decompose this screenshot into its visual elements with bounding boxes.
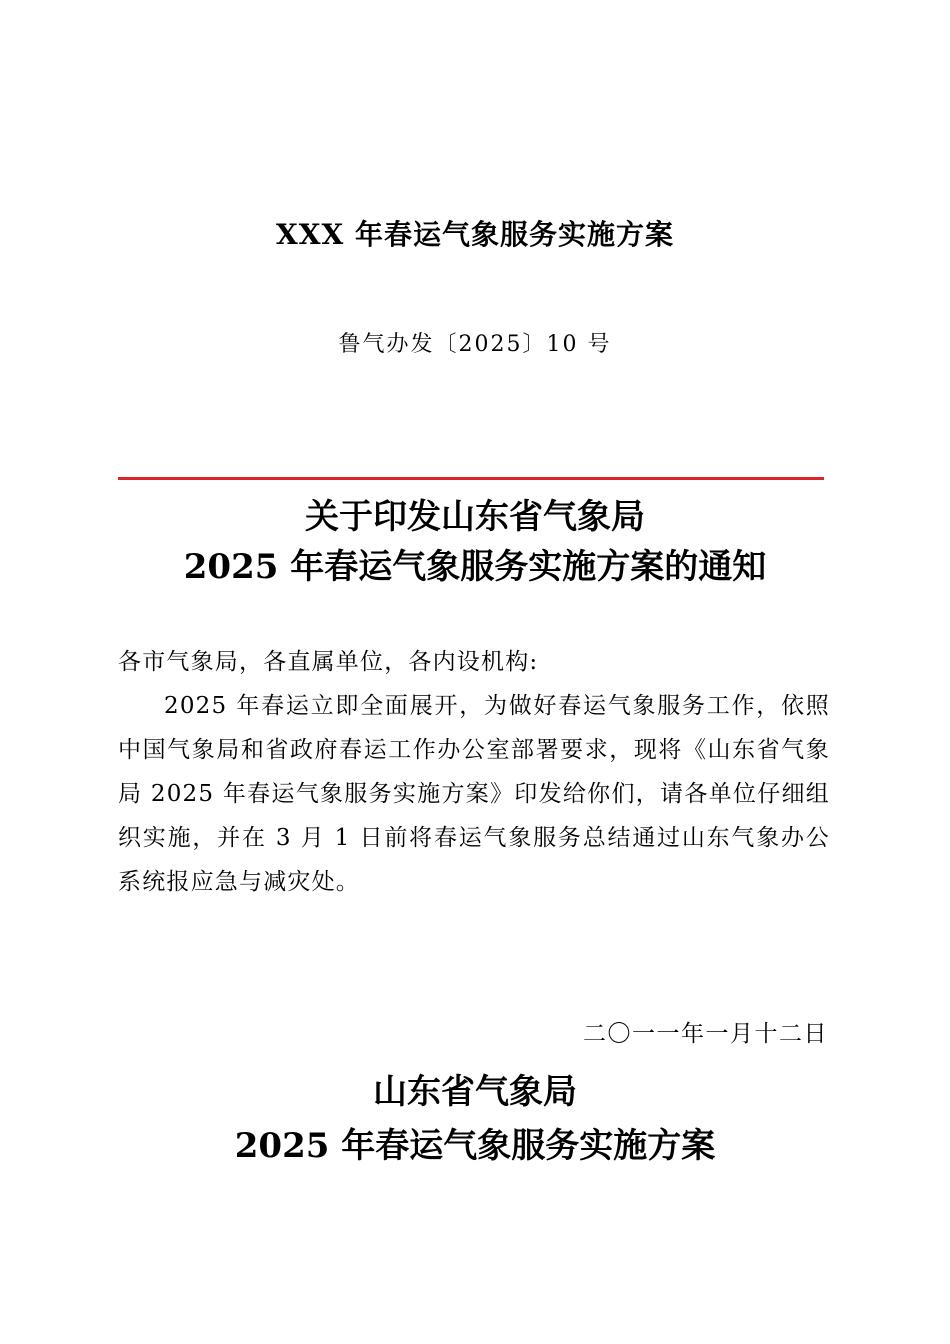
notice-title-line-2: 2025 年春运气象服务实施方案的通知 bbox=[183, 547, 767, 587]
document-title: XXX 年春运气象服务实施方案 bbox=[276, 218, 674, 251]
notice-title bbox=[0, 492, 950, 592]
red-divider-line bbox=[118, 477, 824, 480]
document-number: 鲁气办发〔2025〕10 号 bbox=[338, 332, 612, 357]
closing-title bbox=[0, 1065, 950, 1173]
issue-date: 二〇一一年一月十二日 bbox=[583, 1021, 828, 1047]
salutation: 各市气象局，各直属单位，各内设机构: bbox=[118, 649, 539, 675]
notice-title-line-1: 关于印发山东省气象局 bbox=[305, 497, 645, 537]
body-paragraph: 2025 年春运立即全面展开，为做好春运气象服务工作，依照中国气象局和省政府春运工作办公室部署要求，现将《山东省气象局 2025 年春运气象服务实施方案》印发给你们，请各单位仔细组织实施，并在 3 月 1 日前将春运气象服务总结通过山东气象办公系统报应急与减灾处。 bbox=[118, 693, 830, 895]
closing-title-line-1: 山东省气象局 bbox=[373, 1072, 577, 1112]
notice-body bbox=[118, 640, 830, 904]
closing-title-line-2: 2025 年春运气象服务实施方案 bbox=[234, 1126, 716, 1166]
